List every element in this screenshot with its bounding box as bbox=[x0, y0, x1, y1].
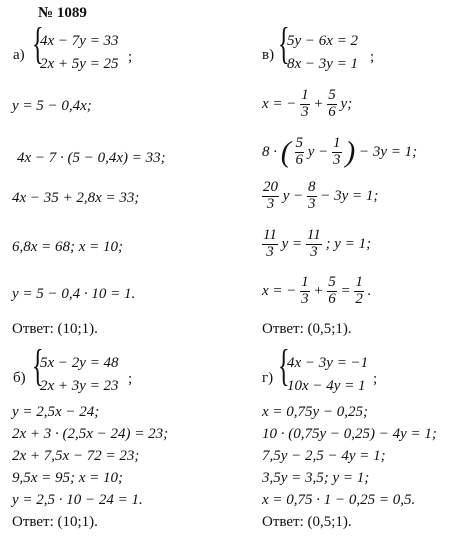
numerator: 8 bbox=[308, 179, 316, 195]
text: = bbox=[340, 282, 351, 299]
denominator: 2 bbox=[355, 290, 363, 307]
system-brace: { bbox=[32, 341, 44, 390]
answer: Ответ: (0,5;1). bbox=[262, 514, 352, 530]
system-eq-2: 2x + 3y = 23 bbox=[40, 378, 119, 394]
step-3: 2x + 7,5x − 72 = 23; bbox=[12, 448, 140, 464]
part-v-label: в) bbox=[262, 47, 275, 63]
denominator: 3 bbox=[266, 195, 275, 212]
step-2: 4x − 7 · (5 − 0,4x) = 33; bbox=[17, 150, 166, 166]
text: + bbox=[313, 282, 324, 299]
semicolon: ; bbox=[128, 371, 133, 387]
part-a-label: а) bbox=[13, 47, 25, 63]
text: . bbox=[367, 282, 372, 299]
answer: Ответ: (10;1). bbox=[12, 321, 98, 337]
system-eq-2: 2x + 5y = 25 bbox=[40, 56, 119, 72]
part-b-label: б) bbox=[13, 370, 26, 386]
step-3: 7,5y − 2,5 − 4y = 1; bbox=[262, 448, 386, 464]
fraction bbox=[295, 136, 305, 169]
step-1: y = 2,5x − 24; bbox=[12, 404, 100, 420]
denominator: 6 bbox=[328, 290, 336, 307]
text: 8 · bbox=[262, 143, 277, 160]
numerator: 1 bbox=[301, 274, 309, 290]
system-eq-1: 5y − 6x = 2 bbox=[287, 33, 359, 49]
text: x = − bbox=[262, 282, 297, 299]
numerator: 1 bbox=[355, 274, 363, 290]
fraction bbox=[300, 275, 310, 308]
fraction bbox=[307, 180, 317, 213]
text: + bbox=[313, 95, 324, 112]
fraction bbox=[327, 88, 337, 121]
step-1: y = 5 − 0,4x; bbox=[12, 98, 92, 114]
text: y − bbox=[282, 187, 304, 204]
denominator: 6 bbox=[295, 151, 303, 168]
system-eq-2: 8x − 3y = 1 bbox=[287, 56, 359, 72]
problem-number: № 1089 bbox=[38, 5, 87, 21]
step-5: x = 0,75 · 1 − 0,25 = 0,5. bbox=[262, 492, 416, 508]
step-4: 9,5x = 95; x = 10; bbox=[12, 470, 124, 486]
system-brace: { bbox=[278, 341, 290, 390]
numerator: 11 bbox=[306, 227, 321, 243]
numerator: 20 bbox=[263, 179, 278, 195]
denominator: 3 bbox=[310, 243, 318, 260]
system-eq-1: 4x − 3y = −1 bbox=[287, 355, 369, 371]
answer: Ответ: (10;1). bbox=[12, 514, 98, 530]
denominator: 3 bbox=[266, 243, 274, 260]
system-brace: { bbox=[278, 19, 290, 68]
step-3 bbox=[262, 180, 378, 213]
paren-open: ( bbox=[280, 135, 291, 169]
step-2: 2x + 3 · (2,5x − 24) = 23; bbox=[12, 426, 169, 442]
step-4: 6,8x = 68; x = 10; bbox=[12, 239, 124, 255]
denominator: 3 bbox=[301, 103, 309, 120]
step-3: 4x − 35 + 2,8x = 33; bbox=[12, 190, 140, 206]
denominator: 6 bbox=[328, 103, 336, 120]
fraction bbox=[327, 275, 337, 308]
step-5: y = 2,5 · 10 − 24 = 1. bbox=[12, 492, 143, 508]
part-g-label: г) bbox=[262, 370, 274, 386]
step-4: 3,5y = 3,5; y = 1; bbox=[262, 470, 370, 486]
numerator: 1 bbox=[301, 87, 309, 103]
fraction bbox=[332, 136, 342, 169]
semicolon: ; bbox=[373, 371, 378, 387]
numerator: 11 bbox=[263, 227, 277, 243]
step-1: x = 0,75y − 0,25; bbox=[262, 404, 369, 420]
answer: Ответ: (0,5;1). bbox=[262, 321, 352, 337]
step-1 bbox=[262, 88, 352, 121]
numerator: 5 bbox=[328, 87, 336, 103]
numerator: 5 bbox=[295, 135, 303, 151]
numerator: 5 bbox=[328, 274, 336, 290]
paren-close: ) bbox=[345, 135, 356, 169]
denominator: 3 bbox=[308, 195, 316, 212]
step-5: y = 5 − 0,4 · 10 = 1. bbox=[12, 286, 136, 302]
denominator: 3 bbox=[301, 290, 309, 307]
fraction bbox=[262, 228, 278, 261]
text: − 3y = 1; bbox=[359, 143, 418, 160]
denominator: 3 bbox=[333, 151, 341, 168]
system-brace: { bbox=[32, 19, 44, 68]
numerator: 1 bbox=[333, 135, 341, 151]
step-5 bbox=[262, 275, 371, 308]
step-2 bbox=[262, 136, 417, 169]
system-eq-1: 5x − 2y = 48 bbox=[40, 355, 119, 371]
system-eq-2: 10x − 4y = 1 bbox=[287, 378, 366, 394]
text: y; bbox=[340, 95, 353, 112]
semicolon: ; bbox=[128, 49, 133, 65]
text: − 3y = 1; bbox=[320, 187, 379, 204]
text: y = bbox=[281, 235, 303, 252]
fraction bbox=[354, 275, 364, 308]
fraction bbox=[300, 88, 310, 121]
step-2: 10 · (0,75y − 0,25) − 4y = 1; bbox=[262, 426, 437, 442]
fraction bbox=[262, 180, 279, 213]
system-eq-1: 4x − 7y = 33 bbox=[40, 33, 119, 49]
text: y − bbox=[307, 143, 329, 160]
text: x = − bbox=[262, 95, 297, 112]
fraction bbox=[306, 228, 322, 261]
text: ; y = 1; bbox=[325, 235, 372, 252]
semicolon: ; bbox=[370, 49, 375, 65]
step-4 bbox=[262, 228, 371, 261]
